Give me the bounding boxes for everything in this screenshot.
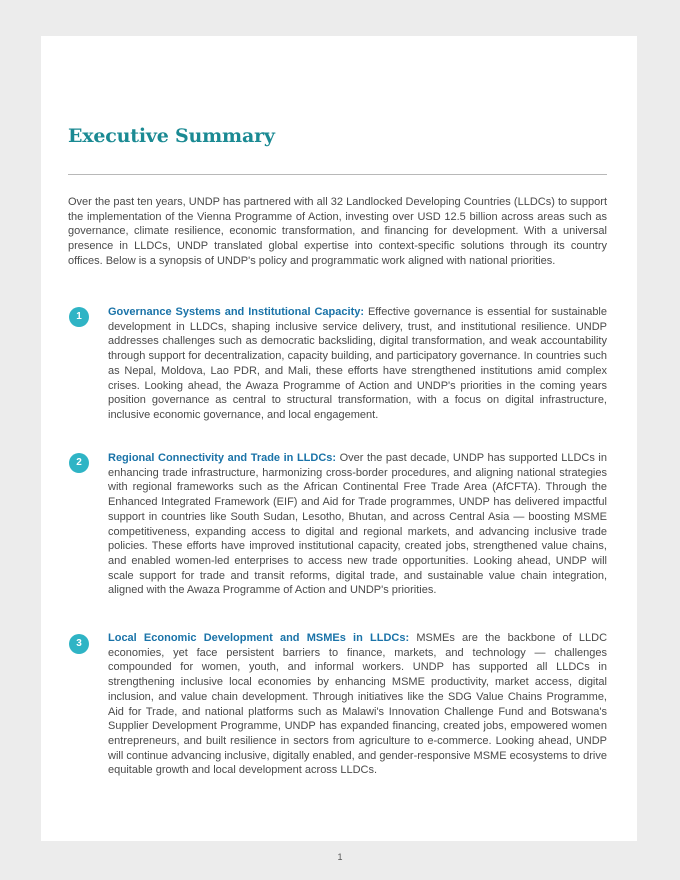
item-number-badge: 3 <box>69 634 89 654</box>
item-title: Local Economic Development and MSMEs in LLDCs: <box>108 632 410 644</box>
item-body: MSMEs are the backbone of LLDC economies, yet face persistent barriers to finance, markets, and technology — challenges compounded for women, youth, and informal workers. UNDP has supported all LLDCs in strengthening inclusive local economies by enhancing MSME productivity, market access, digital inclusion, and value chain development. Through initiatives like the SDG Value Chains Programme, Aid for Trade, and national platforms such as Malawi's Innovation Challenge Fund and Botswana's Supplier Development Programme, UNDP has expanded financing, created jobs, empowered women entrepreneurs, and built resilience in sectors from agriculture to e-commerce. Looking ahead, UNDP will continue advancing inclusive, digitally enabled, and gender-responsive MSME ecosystems to drive equitable growth and local development across LLDCs. <box>108 632 608 777</box>
item-paragraph <box>108 631 607 778</box>
page-title: Executive Summary <box>68 125 275 147</box>
title-divider <box>68 174 607 175</box>
intro-paragraph: Over the past ten years, UNDP has partnered with all 32 Landlocked Developing Countries (LLDCs) to support the implementation of the Vienna Programme of Action, investing over USD 12.5 billion across areas such as governance, climate resilience, economic transformation, and financing for development. With a universal presence in LLDCs, UNDP translated global expertise into context-specific solutions through its country offices. Below is a synopsis of UNDP's policy and programmatic work aligned with national priorities. <box>68 196 607 267</box>
item-title: Regional Connectivity and Trade in LLDCs: <box>108 452 337 464</box>
item-number-badge: 2 <box>69 453 89 473</box>
item-title: Governance Systems and Institutional Capacity: <box>108 306 365 318</box>
item-body: Over the past decade, UNDP has supported LLDCs in enhancing trade infrastructure, harmonizing cross-border procedures, and aligning national strategies with regional frameworks such as the African Continental Free Trade Area (AfCFTA). Through the Enhanced Integrated Framework (EIF) and Aid for Trade programmes, UNDP has delivered impactful support in countries like South Sudan, Lesotho, Bhutan, and across Central Asia — boosting MSME competitiveness, expanding access to digital and regional markets, and advancing inclusive trade policies. These efforts have improved institutional capacity, created jobs, strengthened value chains, and enabled women-led enterprises to access new trade opportunities. Looking ahead, UNDP will scale support for trade and transit reforms, digital trade, and sustainable value chain integration, aligned with the Awaza Programme of Action and UNDP's priorities. <box>108 452 607 597</box>
item-body: Effective governance is essential for sustainable development in LLDCs, shaping inclusive service delivery, trust, and institutional resilience. UNDP addresses challenges such as democratic backsliding, digital transformation, and weak accountability through support for decentralization, capacity building, and participatory governance. In countries such as Nepal, Moldova, Lao PDR, and Mali, these efforts have strengthened institutions amid complex crises. Looking ahead, the Awaza Programme of Action and UNDP's priorities in the coming years position governance as central to structural transformation, with a focus on digital infrastructure, inclusive economic governance, and local engagement. <box>108 306 607 421</box>
document-page <box>41 36 637 841</box>
item-paragraph <box>108 305 607 423</box>
page-number: 1 <box>337 852 343 862</box>
item-number-badge: 1 <box>69 307 89 327</box>
item-paragraph <box>108 451 607 598</box>
